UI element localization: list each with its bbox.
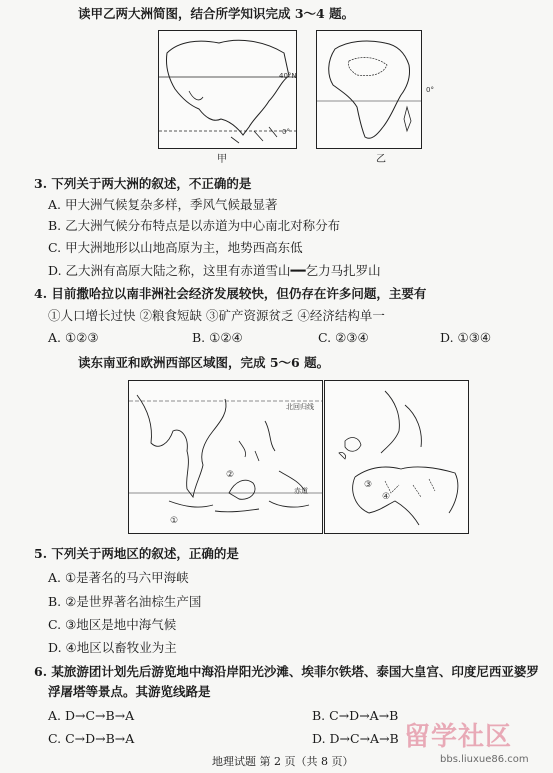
q5-option-a: A. ①是著名的马六甲海峡 [48,570,189,585]
marker-4: ④ [382,492,391,502]
lat-40n-label: 40°N [279,72,297,80]
q6-option-d: D. D→C→A→B [312,731,399,746]
map-asia [158,30,297,149]
equator-label-yi: 0° [426,86,434,94]
q4-items: ①人口增长过快 ②粮食短缺 ③矿产资源贫乏 ④经济结构单一 [48,308,385,323]
intro-text-1: 读甲乙两大洲简图，结合所学知识完成 3～4 题。 [78,6,355,21]
q4-option-d: D. ①③④ [440,330,492,345]
map-caption-yi: 乙 [376,154,386,165]
q4-option-b: B. ①②④ [192,330,243,345]
q3-option-a: A. 甲大洲气候复杂多样，季风气候最显著 [48,197,278,212]
q6-option-a: A. D→C→B→A [48,708,135,723]
marker-1: ① [170,516,179,526]
watermark-logo: 留学社区 [404,722,513,752]
map-caption-jia: 甲 [217,154,227,165]
q3-option-c: C. 甲大洲地形以山地高原为主，地势西高东低 [48,240,303,255]
q5-option-b: B. ②是世界著名油棕生产国 [48,594,202,609]
page-footer: 地理试题 第 2 页（共 8 页） [212,755,354,768]
europe-outline [325,381,468,533]
tropic-of-cancer-label: 北回归线 [286,403,314,411]
q5-stem: 5. 下列关于两地区的叙述，正确的是 [34,546,239,561]
q6-option-c: C. C→D→B→A [48,731,135,746]
q4-stem: 4. 目前撒哈拉以南非洲社会经济发展较快，但仍存在许多问题，主要有 [34,286,427,301]
q4-option-c: C. ②③④ [318,330,369,345]
q3-option-d: D. 乙大洲有高原大陆之称，这里有赤道雪山━━乞力马扎罗山 [48,263,381,278]
watermark-url: bbs.liuxue86.com [440,754,529,765]
marker-2: ② [226,470,235,480]
q3-stem: 3. 下列关于两大洲的叙述，不正确的是 [34,176,252,191]
map-africa [316,30,422,149]
intro-text-2: 读东南亚和欧洲西部区域图，完成 5～6 题。 [78,355,330,370]
q6-option-b: B. C→D→A→B [312,708,399,723]
q5-option-d: D. ④地区以畜牧业为主 [48,640,177,655]
q6-stem: 6. 某旅游团计划先后游览地中海沿岸阳光沙滩、埃菲尔铁塔、泰国大皇宫、印度尼西亚婆罗 [34,664,539,679]
q4-option-a: A. ①②③ [48,330,99,345]
q6-stem-cont: 浮屠塔等景点。其游览线路是 [48,684,211,699]
q5-option-c: C. ③地区是地中海气候 [48,617,177,632]
asia-outline [159,31,296,148]
equator-label-jia: 0° [282,128,290,136]
africa-outline [317,31,421,148]
marker-3: ③ [364,480,373,490]
map-western-europe [324,380,469,534]
equator-label-sea: 赤道 [294,487,308,495]
q3-option-b: B. 乙大洲气候分布特点是以赤道为中心南北对称分布 [48,218,341,233]
